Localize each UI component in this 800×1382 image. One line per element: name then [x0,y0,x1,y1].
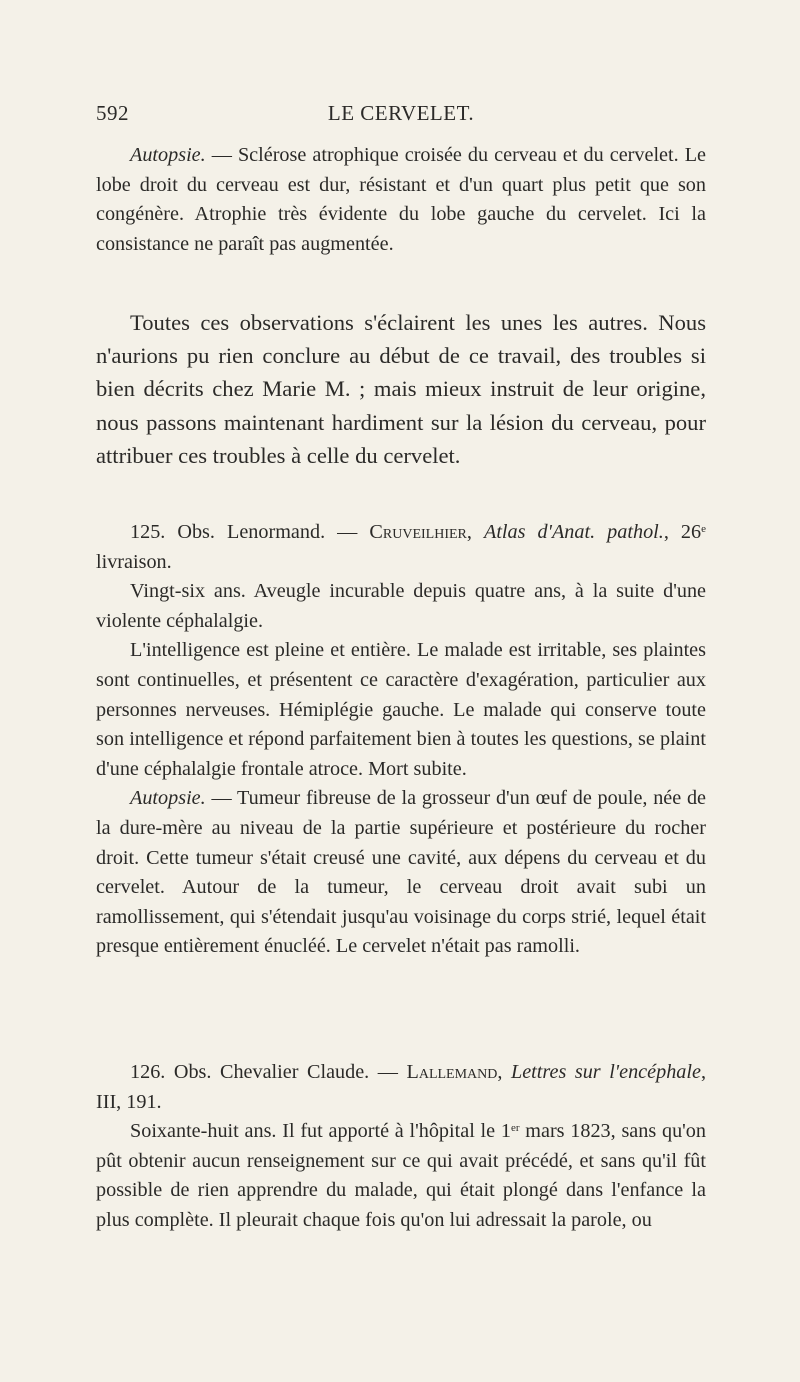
observation-title: Obs. Lenormand. — [165,521,370,543]
observation-heading [96,518,706,577]
paragraph [96,784,706,962]
paragraph [96,141,706,259]
autopsy-paragraph-1 [96,141,706,259]
observation-number: 125. [130,521,166,543]
running-header [96,101,706,131]
separator: , [497,1061,511,1083]
autopsy-label: Autopsie. [130,144,206,166]
author-name: Lallemand [406,1061,498,1083]
observation-heading [96,1058,706,1117]
superscript: e [701,523,707,535]
superscript: er [510,1122,520,1135]
separator: , [466,521,484,543]
edition-suffix: livraison. [96,550,172,573]
author-name: Cruveilhier [369,521,467,543]
work-title: Lettres sur l'encéphale [510,1061,701,1083]
summary-paragraph [96,306,706,472]
edition: , 26 [663,521,702,543]
paragraph-text: — Tumeur fibreuse de la grosseur d'un œuf de poule, née de la dure-mère au niveau de la partie supérieure et postérieure du rocher droit. Cette tumeur s'était creusé une cavité, aux dépens du cerveau et du cervelet. Autour de la tumeur, le cerveau droit avait subi un ramollissement, qui s'étendait jusqu'au voisinage du corps strié, lequel était presque entièrement énucléé. Le cervelet n'était pas ramolli. [96,787,706,958]
paragraph-text: Soixante-huit ans. Il fut apporté à l'hôpital le 1 [130,1120,511,1143]
page-number: 592 [96,101,129,125]
paragraph [96,1117,706,1235]
observation-title: Obs. Chevalier Claude. — [165,1061,407,1083]
paragraph-text: Toutes ces observations s'éclairent les unes les autres. Nous n'aurions pu rien conclure au début de ce travail, des troubles si bien décrits chez Marie M. ; mais mieux instruit de leur origine, nous passons maintenant hardiment sur la lésion du cerveau, pour attribuer ces troubles à celle du cervelet. [96,310,706,468]
paragraph-text: mars 1823, sans qu'on pût obtenir aucun renseignement sur ce qui avait précédé, et sans qu'il fût possible de rien apprendre du malade, qui était plongé dans l'enfance la plus complète. Il pleurait chaque fois qu'on lui adressait la parole, ou [96,1120,706,1231]
observation-126 [96,1058,706,1236]
running-title: LE CERVELET. [327,101,475,125]
work-title: Atlas d'Anat. pathol. [483,521,664,543]
paragraph-text: — Sclérose atrophique croisée du cerveau et du cervelet. Le lobe droit du cerveau est dur, résistant et d'un quart plus petit que son congénère. Atrophie très évidente du lobe gauche du cervelet. Ici la consistance ne paraît pas augmentée. [96,144,706,255]
observation-125 [96,518,706,962]
paragraph-text: L'intelligence est pleine et entière. Le malade est irritable, ses plaintes sont continuelles, et présentent ce caractère d'exagération, particulier aux personnes nerveuses. Hémiplégie gauche. Le malade qui conserve toute son intelligence et répond parfaitement bien à toutes les questions, se plaint d'une céphalalgie frontale atroce. Mort subite. [96,639,706,780]
observation-number: 126. [130,1061,166,1083]
reference: , III, 191. [96,1061,706,1113]
paragraph-text: Vingt-six ans. Aveugle incurable depuis quatre ans, à la suite d'une violente céphalalgie. [96,580,706,632]
autopsy-label: Autopsie. [130,787,206,810]
